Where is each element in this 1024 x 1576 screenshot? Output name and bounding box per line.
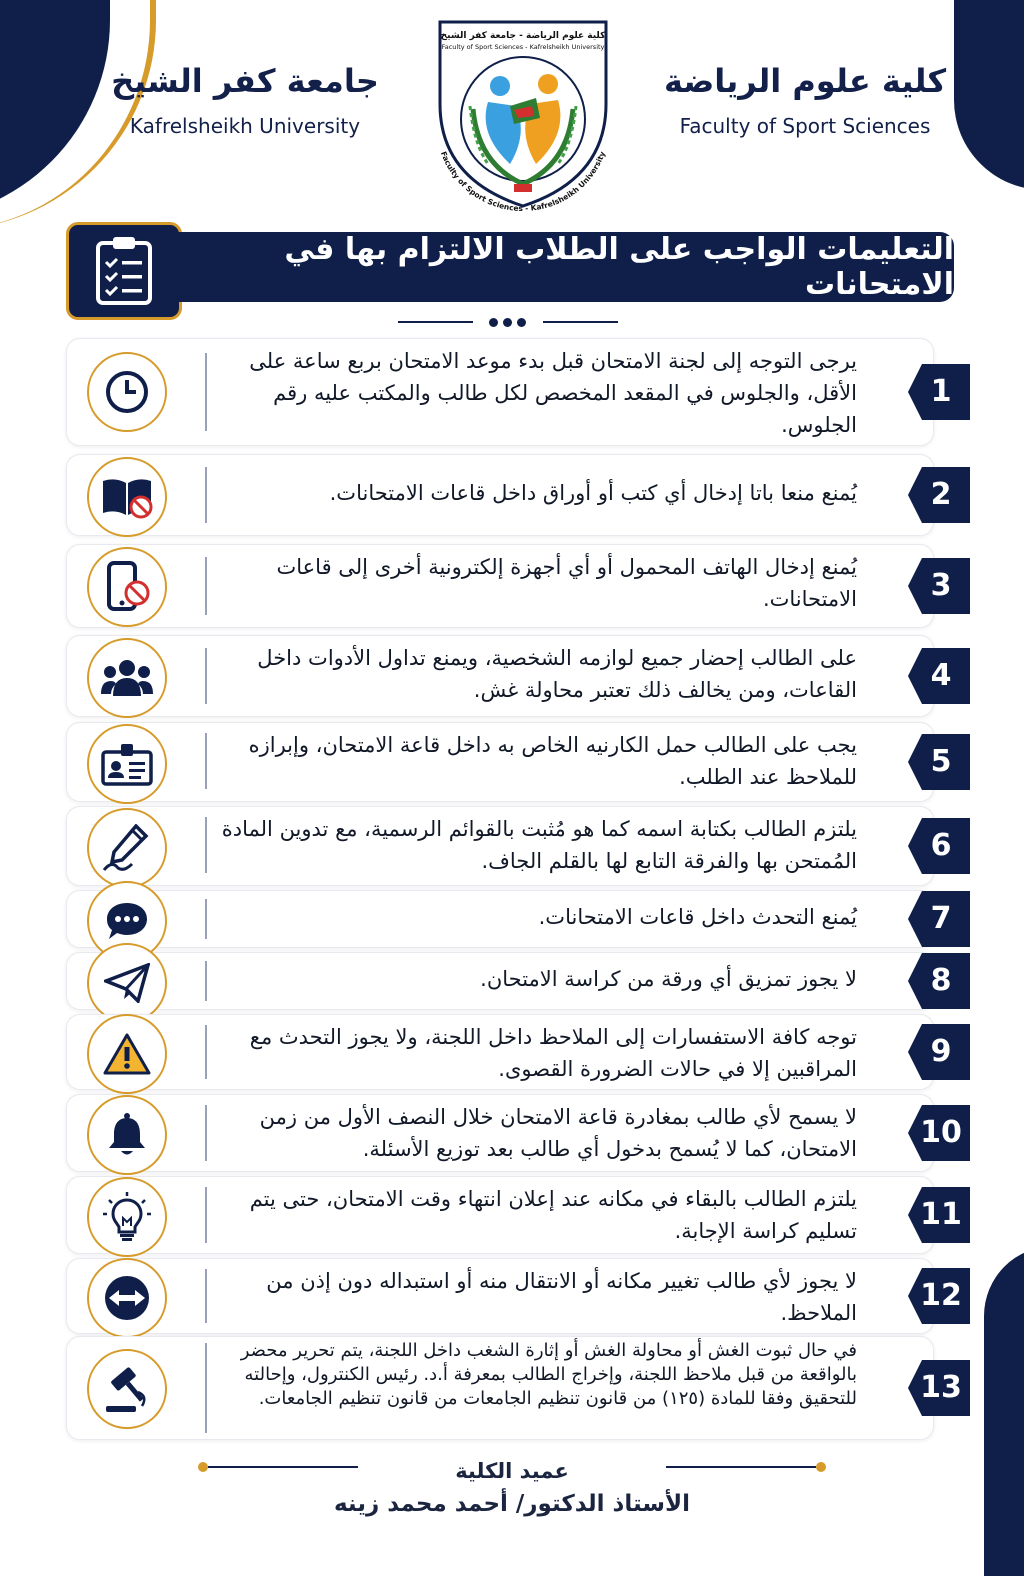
pen-signature-icon [87,808,167,888]
rule-text: لا يسمح لأي طالب بمغادرة قاعة الامتحان خلال النصف الأول من زمن الامتحان، كما لا يُسمح بدخول أي طالب بعد توزيع الأسئلة. [259,1105,857,1161]
faculty-logo [418,14,628,214]
university-name-block [110,62,380,138]
dean-name: الأستاذ الدكتور/ أحمد محمد زينه [333,1491,691,1517]
rule-number-badge: 12 [908,1268,970,1324]
rule-number-badge: 10 [908,1105,970,1161]
no-phone-icon [87,547,167,627]
rule-number-badge: 7 [908,891,970,947]
rule-number-badge: 5 [908,734,970,790]
rule-number-badge: 1 [908,364,970,420]
rule-number-badge: 11 [908,1187,970,1243]
rule-card-4 [66,635,952,717]
dean-title: عميد الكلية [455,1459,569,1483]
id-card-icon [87,724,167,804]
warning-icon [87,1014,167,1094]
clipboard-checklist-icon [66,222,182,320]
svg-text:كلية علوم الرياضة - جامعة كفر: كلية علوم الرياضة - جامعة كفر الشيخ [440,31,606,41]
rule-number-badge: 9 [908,1024,970,1080]
rule-text: توجه كافة الاستفسارات إلى الملاحظ داخل اللجنة، ولا يجوز التحدث مع المراقبين إلا في حالات الضرورة القصوى. [249,1025,857,1081]
faculty-name-block [660,62,950,138]
rule-number-badge: 8 [908,953,970,1009]
rule-text: يرجى التوجه إلى لجنة الامتحان قبل بدء موعد الامتحان بربع ساعة على الأقل، والجلوس في المقعد المخصص لكل طالب والمكتب عليه رقم الجلوس. [249,349,857,437]
gavel-icon [87,1349,167,1429]
faculty-name-ar: كلية علوم الرياضة [663,62,947,100]
rule-text: على الطالب إحضار جميع لوازمه الشخصية، ويمنع تداول الأدوات داخل القاعات، ومن يخالف ذلك تعتبر محاولة غش. [257,646,857,702]
corner-decoration-bottom-right [984,1246,1024,1576]
page-header [0,0,1024,215]
rule-number-badge: 2 [908,467,970,523]
svg-text:Faculty of Sport Sciences - Ka: Faculty of Sport Sciences - Kafrelsheikh University [438,150,608,214]
paper-plane-icon [87,943,167,1023]
university-name-ar: جامعة كفر الشيخ [111,62,379,100]
rule-text: لا يجوز تمزيق أي ورقة من كراسة الامتحان. [480,967,857,991]
faculty-name-en: Faculty of Sport Sciences [679,114,931,138]
swap-arrows-icon [87,1258,167,1338]
no-books-icon [87,457,167,537]
bell-icon [87,1095,167,1175]
svg-text:Faculty of Sport Sciences - Ka: Faculty of Sport Sciences - Kafrelsheikh University [441,43,605,51]
university-name-en: Kafrelsheikh University [129,114,361,138]
rule-text: يلتزم الطالب بالبقاء في مكانه عند إعلان انتهاء وقت الامتحان، حتى يتم تسليم كراسة الإجابة. [249,1187,857,1243]
rule-card-10 [66,1094,962,1172]
group-icon [87,638,167,718]
page-title: التعليمات الواجب على الطلاب الالتزام بها في الامتحانات [284,232,954,302]
rule-card-5 [66,722,952,802]
rule-card-3 [66,544,952,628]
title-divider [398,316,618,328]
rule-text: يُمنع التحدث داخل قاعات الامتحانات. [538,905,857,929]
rule-text: في حال ثبوت الغش أو محاولة الغش أو إثارة الشغب داخل اللجنة، يتم تحرير محضر بالواقعة من قبل ملاحظ اللجنة، وإخراج الطالب بمعرفة أ.د. رئيس الكنترول، وإحالته للتحقيق وفقا للمادة (١٢٥) من قانون تنظيم الجامعات من قانون تنظيم الجامعات. [240,1340,857,1409]
rule-text: لا يجوز لأي طالب تغيير مكانه أو الانتقال منه أو استبداله دون إذن من الملاحظ. [266,1269,857,1325]
lightbulb-icon [87,1177,167,1257]
rule-number-badge: 4 [908,648,970,704]
rule-card-9 [66,1014,952,1090]
rule-card-8 [66,952,952,1010]
rule-number-badge: 3 [908,558,970,614]
rule-number-badge: 6 [908,818,970,874]
rule-text: يُمنع منعا باتا إدخال أي كتب أو أوراق داخل قاعات الامتحانات. [329,481,857,505]
title-bar [178,232,954,302]
rule-card-2 [66,454,952,536]
rule-number-badge: 13 [908,1360,970,1416]
rule-card-1 [66,338,952,446]
clock-icon [87,352,167,432]
title-banner [66,222,956,314]
rule-card-7 [66,890,952,948]
rule-card-6 [66,806,952,886]
rule-card-13 [66,1336,962,1440]
rule-text: يلتزم الطالب بكتابة اسمه كما هو مُثبت بالقوائم الرسمية، مع تدوين المادة المُمتحن بها والفرقة التابع لها بالقلم الجاف. [221,817,857,873]
rule-text: يجب على الطالب حمل الكارنيه الخاص به داخل قاعة الامتحان، وإبرازه للملاحظ عند الطلب. [248,733,857,789]
rule-card-12 [66,1258,962,1334]
rule-text: يُمنع إدخال الهاتف المحمول أو أي أجهزة إلكترونية أخرى إلى قاعات الامتحانات. [276,555,857,611]
rule-card-11 [66,1176,962,1254]
